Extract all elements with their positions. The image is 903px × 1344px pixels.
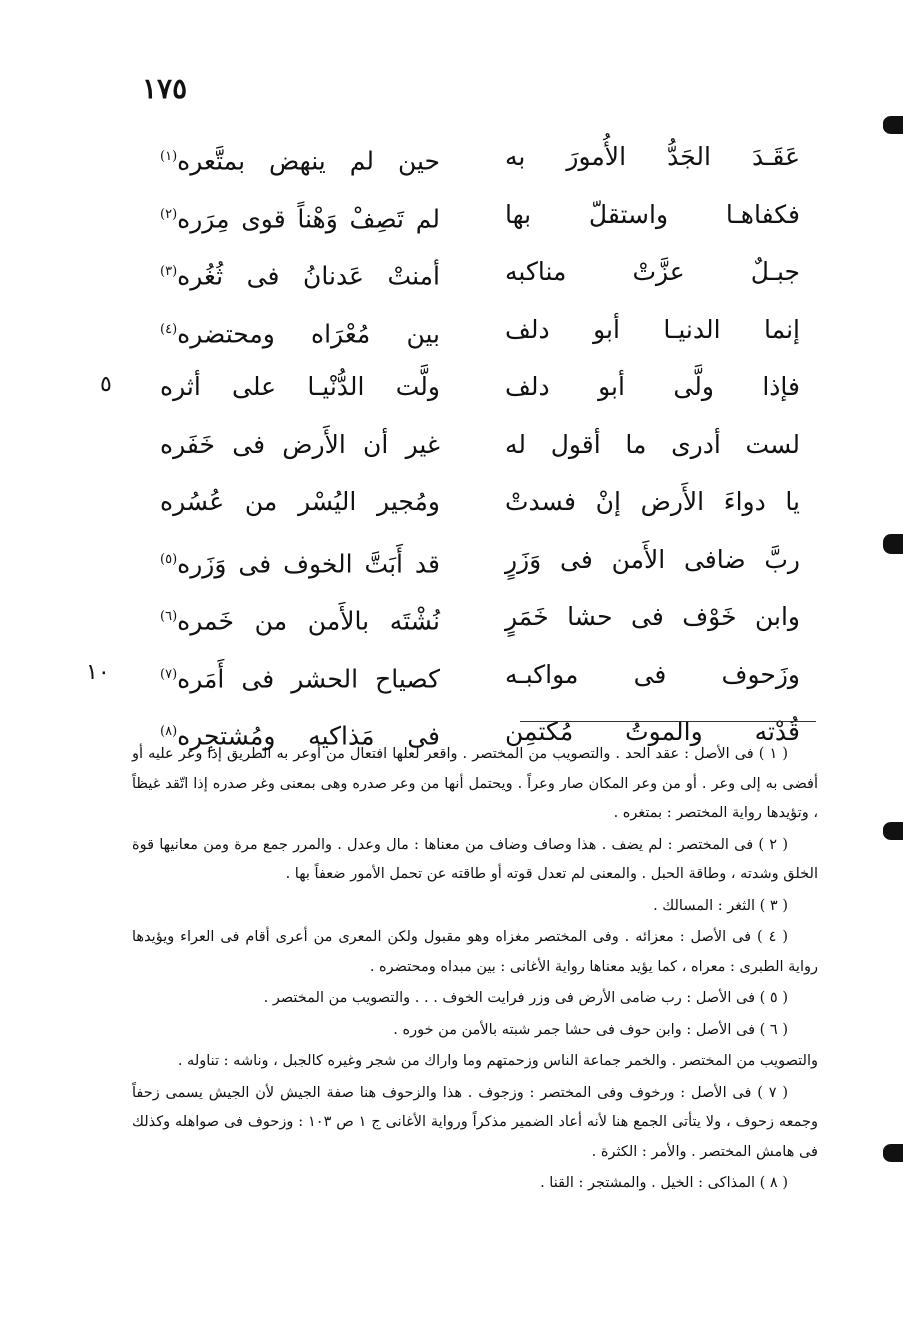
- line-number-marker: ١٠: [86, 659, 110, 685]
- verse-second-hemistich: [160, 531, 440, 593]
- footnote-reference: (٦): [160, 609, 178, 624]
- verse-first-hemistich: قُدْته والموتُ مُكتمِن: [505, 717, 800, 746]
- footnote: ( ٢ ) فى المختصر : لم يضف . هذا وصاف وضاف من معناها : مال وعدل . والمرر جمع مرة ومن معانيها قوة الخلق وشدته ، وطاقة الحبل . والمعنى لم تعدل قوته أو طاقته عن تحمل الأمور ضعفاً بها .: [132, 836, 818, 882]
- verse: [160, 646, 800, 704]
- page-edge-ink-mark: [883, 534, 903, 554]
- verse-second-hemistich-text: نُشْتَه بالأَمن من خَمره: [177, 606, 440, 636]
- verse-second-hemistich-text: فى مَذاكيه ومُشتجِره: [177, 721, 440, 751]
- verse-second-hemistich: [160, 416, 440, 474]
- verse-second-hemistich-text: حين لم ينهض بمتَّعره: [177, 146, 440, 176]
- verse-second-hemistich: [160, 301, 440, 363]
- footnote: ( ٨ ) المذاكى : الخيل . والمشتجر : القنا .: [540, 1175, 788, 1191]
- footnote: ( ٥ ) فى الأصل : رب ضامى الأرض فى وزر فرايت الخوف . . . والتصويب من المختصر .: [263, 990, 788, 1006]
- verse-second-hemistich-text: ولَّت الدُّنْيـا على أثره: [160, 372, 440, 401]
- footnote-reference: (٥): [160, 551, 178, 567]
- footnote-divider: [520, 721, 816, 722]
- verse: [160, 358, 800, 416]
- footnote: ( ٣ ) الثغر : المسالك .: [653, 897, 788, 914]
- poem: [160, 128, 800, 761]
- footnotes: [132, 740, 818, 1199]
- verse: [160, 416, 800, 474]
- footnote: ( ٤ ) فى الأصل : معزائه . وفى المختصر مغزاه وهو مقبول ولكن المعرى من أعرى أقام فى العراء ويؤيدها رواية الطبرى : معراه ، كما يؤيد معناها رواية الأغانى : بين مبداه ومحتضره .: [132, 929, 818, 975]
- page-edge-ink-mark: [883, 1144, 903, 1162]
- verse-second-hemistich: [160, 186, 440, 248]
- footnote: ( ١ ) فى الأصل : عقد الحد . والتصويب من المختصر . واقعر لعلها افتعال من أوعر به الطريق إذا وعر عليه أو أفضى به إلى وعر . أو من وعر المكان صار وعراً . ويحتمل أنها من وعر صدره وهى بمعنى وغر صدره إذا اتّقد غيظاً ، وتؤيدها رواية المختصر : بمتغره .: [132, 746, 818, 821]
- page-edge-ink-mark: [883, 116, 903, 134]
- footnote-reference: (٨): [160, 724, 178, 739]
- verse-second-hemistich: [160, 473, 440, 531]
- verse: [160, 473, 800, 531]
- verse-second-hemistich: [160, 243, 440, 305]
- verse: [160, 128, 800, 186]
- footnote-reference: (٤): [160, 321, 178, 337]
- verse-first-hemistich: وابن خَوْف فى حشا خَمَرٍ: [505, 602, 800, 631]
- verse-second-hemistich-text: ومُجير اليُسْر من عُسُره: [160, 487, 440, 516]
- page-number: ١٧٥: [142, 72, 188, 105]
- page-edge-ink-mark: [883, 822, 903, 840]
- footnote: ( ٦ ) فى الأصل : وابن حوف فى حشا جمر شبته بالأمن من خوره .: [393, 1021, 788, 1038]
- verse-second-hemistich-text: قد أَبَتَّ الخوف فى وَزَره: [177, 548, 440, 578]
- verse-second-hemistich-text: أمنتْ عَدنانُ فى ثُغُره: [177, 261, 440, 291]
- footnote-reference: (٢): [160, 206, 178, 222]
- verse-first-hemistich: إنما الدنيـا أبو دلف: [505, 314, 800, 344]
- verse-second-hemistich-text: غير أن الأَرض فى خَفَره: [160, 429, 440, 459]
- footnote: والتصويب من المختصر . والخمر جماعة الناس وزحمتهم وما واراك من شجر وغيره كالجبل ، وناشه : تناوله .: [177, 1053, 818, 1069]
- verse: [160, 243, 800, 301]
- footnote-reference: (٧): [160, 666, 178, 682]
- verse: [160, 301, 800, 359]
- verse-second-hemistich: [160, 358, 440, 416]
- verse: [160, 186, 800, 244]
- verse: [160, 588, 800, 646]
- verse-first-hemistich: جبـلٌ عزَّتْ مناكبه: [505, 257, 800, 286]
- footnote-reference: (٣): [160, 264, 178, 279]
- line-number-marker: ٥: [100, 372, 112, 397]
- verse-second-hemistich: [160, 646, 440, 708]
- verse-first-hemistich: ربَّ ضافى الأَمن فى وَزَرٍ: [505, 544, 800, 574]
- footnote-reference: (١): [160, 149, 178, 164]
- verse-first-hemistich: وزَحوف فى مواكبـه: [505, 659, 800, 689]
- verse-second-hemistich-text: بين مُعْرَاه ومحتضره: [177, 318, 440, 348]
- verse-first-hemistich: فكفاهـا واستقلّ بها: [505, 199, 800, 229]
- verse: [160, 531, 800, 589]
- verse-first-hemistich: يا دواءَ الأَرض إنْ فسدتْ: [505, 487, 800, 516]
- verse-first-hemistich: فإذا ولَّى أبو دلف: [505, 372, 800, 401]
- verse-second-hemistich: [160, 128, 440, 190]
- verse-second-hemistich-text: كصياح الحشر فى أَمَره: [177, 663, 440, 693]
- footnote: ( ٧ ) فى الأصل : ورخوف وفى المختصر : وزجوف . هذا والزحوف هنا صفة الجيش لأن الجيش يسمى زحفاً وجمعه زحوف ، ولا يتأتى الجمع هنا لأنه أعاد الضمير مذكراً ورواية الأغانى ج ١ ص ١٠٣ : وزحوف فى صواهله وكذلك فى هامش المختصر . والأمر : الكثرة .: [132, 1084, 818, 1160]
- verse-second-hemistich-text: لم تَصِفْ وَهْناً قوى مِرَره: [177, 203, 440, 233]
- verse-first-hemistich: لست أدرى ما أقول له: [505, 429, 800, 459]
- verse-first-hemistich: عَقَـدَ الجَدُّ الأُمورَ به: [505, 142, 800, 171]
- verse-second-hemistich: [160, 588, 440, 650]
